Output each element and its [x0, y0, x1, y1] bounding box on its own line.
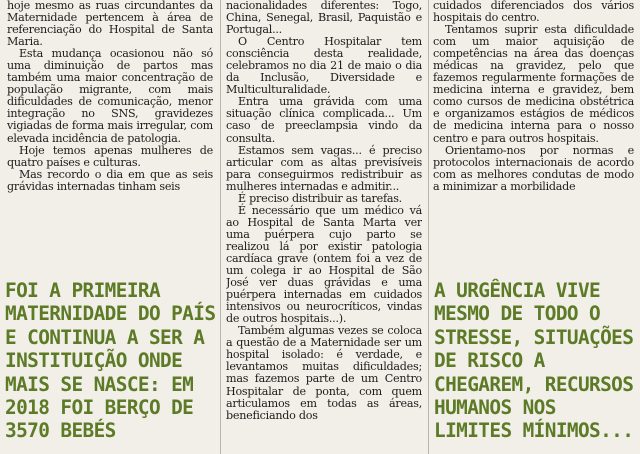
paragraph: Tentamos suprir esta dificuldade com um maior aquisição de competências na área das doenças médicas na gravidez, pelo que fazemos regularmente formações de medicina interna e gravidez, bem como cursos de medicina obstétrica e organizamos estágios de médicos de medicina interna para o nosso centro e para outros hospitais.	[433, 23, 634, 145]
paragraph: Entra uma grávida com uma situação clínica complicada... Um caso de preeclampsia vindo da consulta.	[226, 95, 422, 145]
paragraph: Esta mudança ocasionou não só uma diminuição de partos mas também uma maior concentração de população migrante, com mais dificuldades de comunicação, menor integração no SNS, gravidezes vigiadas de forma mais irregular, com elevada incidência de patologia.	[7, 47, 213, 145]
column-divider	[428, 0, 429, 454]
paragraph: Hoje temos apenas mulheres de quatro países e culturas.	[7, 143, 213, 169]
pull-quote-right: A URGÊNCIA VIVE MESMO DE TODO O STRESSE, SITUAÇÕES DE RISCO A CHEGAREM, RECURSOS HUMANOS NOS LIMITES MÍNIMOS...	[434, 279, 634, 443]
paragraph: É preciso distribuir as tarefas.	[238, 191, 402, 205]
article-column-left	[7, 0, 213, 258]
column-divider	[220, 0, 221, 454]
paragraph: Estamos sem vagas... é preciso articular com as altas previsíveis para conseguirmos redistribuir as mulheres internadas e admitir...	[226, 143, 422, 193]
paragraph: Mas recordo o dia em que as seis grávidas internadas tinham seis	[7, 167, 213, 193]
paragraph: hoje mesmo as ruas circundantes da Maternidade pertencem à área de referenciação do Hospital de Santa Maria.	[7, 0, 213, 49]
paragraph: É necessário que um médico vá ao Hospital de Santa Marta ver uma puérpera cujo parto se realizou lá por existir patologia cardíaca grave (ontem foi a vez de um colega ir ao Hospital de São José ver duas grávidas e uma puérpera internadas em cuidados intensivos ou neurocríticos, vindas de outros hospitais...).	[226, 203, 422, 326]
paragraph: nacionalidades diferentes: Togo, China, Senegal, Brasil, Paquistão e Portugal...	[226, 0, 422, 37]
pull-quote-left: FOI A PRIMEIRA MATERNIDADE DO PAÍS E CONTINUA A SER A INSTITUIÇÃO ONDE MAIS SE NASCE: EM 2018 FOI BERÇO DE 3570 BEBÉS	[5, 279, 216, 443]
paragraph: Orientamo-nos por normas e protocolos internacionais de acordo com as melhores condutas de modo a minimizar a morbilidade	[433, 143, 634, 193]
article-column-right	[433, 0, 634, 258]
paragraph: Também algumas vezes se coloca a questão de a Maternidade ser um hospital isolado: é verdade, e levantamos muitas dificuldades; mas fazemos parte de um Centro Hospitalar de ponta, com quem articulamos em todas as áreas, beneficiando dos	[226, 324, 422, 422]
paragraph: O Centro Hospitalar tem consciência desta realidade, celebramos no dia 21 de maio o dia da Inclusão, Diversidade e Multiculturalidade.	[226, 35, 422, 97]
article-column-middle	[226, 0, 422, 454]
paragraph: cuidados diferenciados dos vários hospitais do centro.	[433, 0, 634, 25]
